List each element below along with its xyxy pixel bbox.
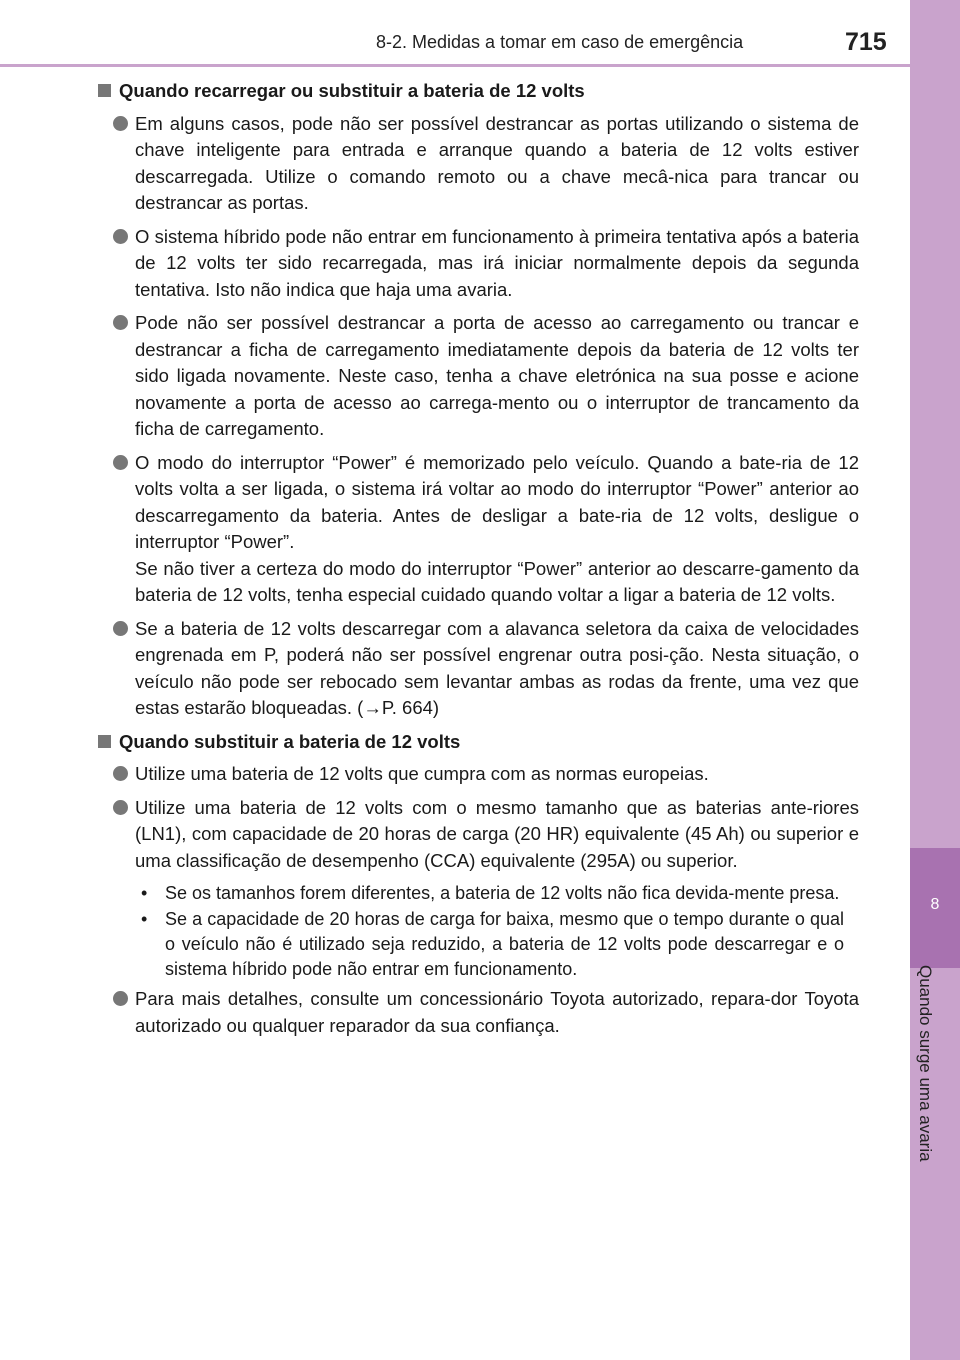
list-item-text: Em alguns casos, pode não ser possível destrancar as portas utilizando o sistema de chave inteligente para entrada e arranque quando a bateria de 12 volts estiver descarregada. Utilize o comando remoto ou a chave mecâ-nica para trancar ou destrancar as portas. (135, 112, 859, 213)
round-bullet-icon (113, 991, 128, 1006)
round-bullet-icon (113, 315, 128, 330)
list-item (96, 986, 859, 1039)
sub-list-item-text: Se os tamanhos forem diferentes, a bateria de 12 volts não fica devida-mente presa. (165, 883, 840, 903)
list-item-text: Utilize uma bateria de 12 volts que cumpra com as normas europeias. (135, 763, 709, 784)
list-item-continuation-text: Se não tiver a certeza do modo do interruptor “Power” anterior ao descarre-gamento da bateria de 12 volts, tenha especial cuidado quando voltar a ligar a bateria de 12 volts. (135, 557, 859, 605)
page-content (96, 78, 859, 1046)
list-item (96, 310, 859, 443)
header-section-title: 8-2. Medidas a tomar em caso de emergência (376, 32, 744, 52)
list-item (96, 450, 859, 609)
round-bullet-icon (113, 455, 128, 470)
list-item (96, 795, 859, 875)
square-bullet-icon (98, 84, 111, 97)
section-heading-text: Quando recarregar ou substituir a bateria de 12 volts (119, 80, 585, 101)
list-item-text: O modo do interruptor “Power” é memorizado pelo veículo. Quando a bate-ria de 12 volts volta a ser ligada, o sistema irá voltar ao modo do interruptor “Power” anterior ao descarregamento da bateria. Antes de desligar a bate-ria de 12 volts, desligue o interruptor “Power”. (135, 451, 859, 552)
list-item (96, 224, 859, 304)
sub-list-item (135, 881, 859, 906)
list-item (96, 111, 859, 217)
list-item-text: Para mais detalhes, consulte um concessionário Toyota autorizado, repara-dor Toyota autorizado ou qualquer reparador da sua confiança. (135, 988, 859, 1036)
sub-list (96, 881, 859, 982)
sub-list-item-text: Se a capacidade de 20 horas de carga for baixa, mesmo que o tempo durante o qual o veículo não é utilizado seja reduzido, a bateria de 12 volts pode descarregar e o sistema híbrido pode não entrar em funcionamento. (165, 909, 844, 979)
round-bullet-icon (113, 621, 128, 636)
sub-bullet-marker: • (141, 909, 148, 929)
round-bullet-icon (113, 800, 128, 815)
list-item (96, 761, 859, 788)
sub-bullet-marker: • (141, 883, 148, 903)
page-number: 715 (845, 28, 887, 56)
section-heading (96, 729, 859, 756)
chapter-number-tab (910, 848, 960, 968)
section-heading-text: Quando substituir a bateria de 12 volts (119, 730, 461, 752)
list-item (96, 616, 859, 722)
section-heading (96, 78, 859, 105)
list-item-text: Utilize uma bateria de 12 volts com o mesmo tamanho que as baterias ante-riores (LN1), com capacidade de 20 horas de carga (20 HR) equivalente (45 Ah) ou superior e uma classificação de desempenho (CCA) equivalente (295A) ou superior. (135, 796, 859, 871)
square-bullet-icon (98, 735, 111, 748)
round-bullet-icon (113, 116, 128, 131)
round-bullet-icon (113, 229, 128, 244)
chapter-title: Quando surge uma avaria (916, 965, 935, 1162)
list-item-text: Se a bateria de 12 volts descarregar com a alavanca seletora da caixa de velocidades engrenada em P, poderá não ser possível engrenar outra posi-ção. Nesta situação, o veículo não pode ser rebocado sem levantar ambas as rodas da frente, uma vez que estas estarão bloqueadas. (→P. 664) (135, 617, 859, 718)
header-divider (0, 64, 910, 67)
list-item-text: Pode não ser possível destrancar a porta de acesso ao carregamento ou trancar e destrancar a ficha de carregamento imediatamente depois da bateria de 12 volts ter sido ligada novamente. Neste caso, tenha a chave eletrónica na sua posse e acione novamente a porta de acesso ao carrega-mento ou o interruptor de trancamento da ficha de carregamento. (135, 312, 859, 439)
chapter-number: 8 (930, 896, 940, 913)
round-bullet-icon (113, 766, 128, 781)
sub-list-item (135, 907, 859, 982)
list-item-text: O sistema híbrido pode não entrar em funcionamento à primeira tentativa após a bateria de 12 volts ter sido recarregada, mas irá iniciar normalmente depois da segunda tentativa. Isto não indica que haja uma avaria. (135, 225, 859, 300)
